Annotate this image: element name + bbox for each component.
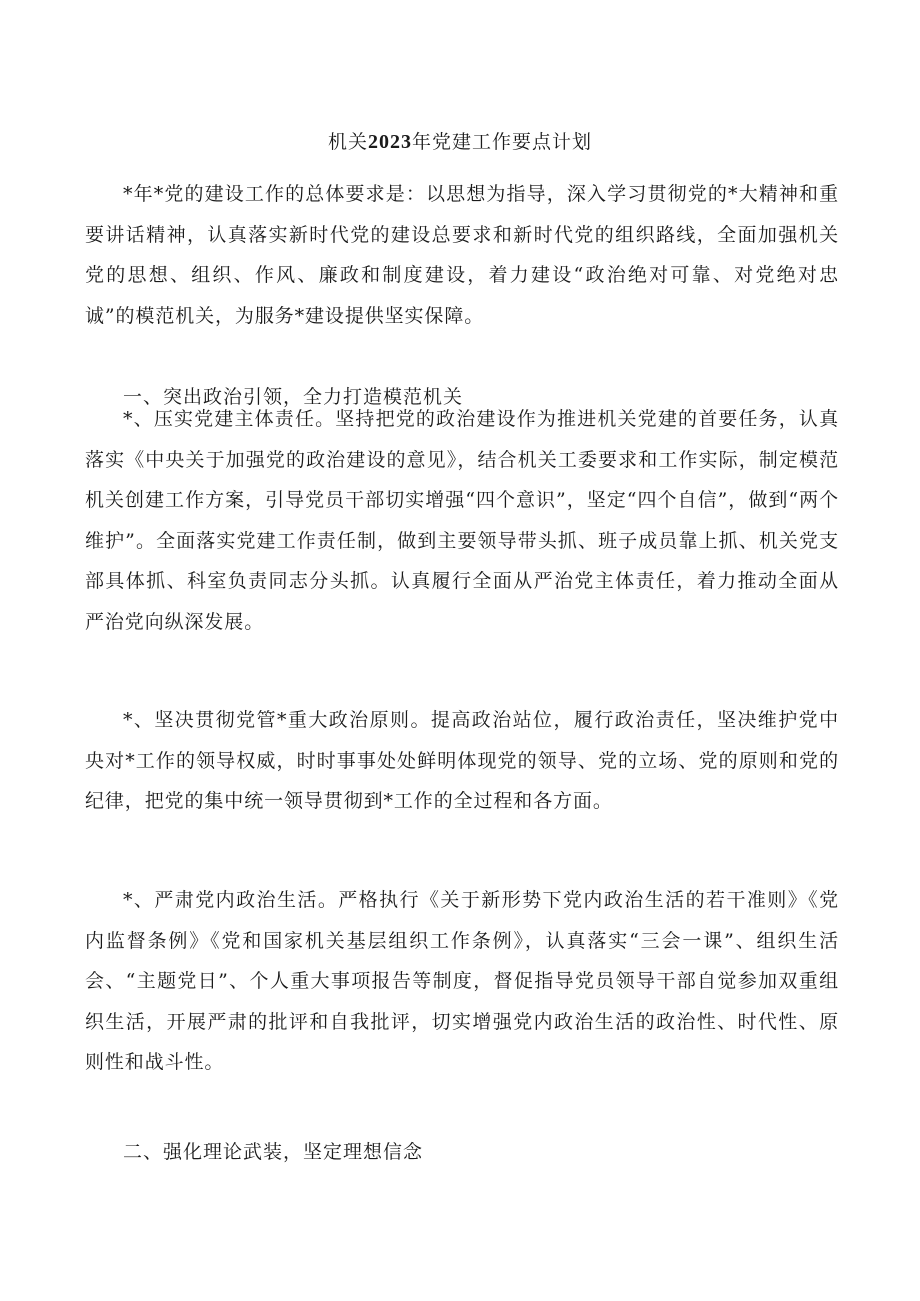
paragraph-2: *、坚决贯彻党管*重大政治原则。提高政治站位，履行政治责任，坚决维护党中央对*工作的领导权威，时时事事处处鲜明体现党的领导、党的立场、党的原则和党的纪律，把党的集中统一领导贯彻到*工作的全过程和各方面。 xyxy=(85,709,839,813)
section-heading-2: 二、强化理论武装，坚定理想信念 xyxy=(123,1141,424,1163)
title-prefix: 机关 xyxy=(327,131,368,153)
section-heading-1: 一、突出政治引领，全力打造模范机关 xyxy=(123,386,464,408)
document-title xyxy=(0,128,920,156)
paragraph-1: *、压实党建主体责任。坚持把党的政治建设作为推进机关党建的首要任务，认真落实《中央关于加强党的政治建设的意见》，结合机关工委要求和工作实际，制定模范机关创建工作方案，引导党员干部切实增强“四个意识”，坚定“四个自信”，做到“两个维护”。全面落实党建工作责任制，做到主要领导带头抓、班子成员靠上抓、机关党支部具体抓、科室负责同志分头抓。认真履行全面从严治党主体责任，着力推动全面从严治党向纵深发展。 xyxy=(85,408,839,633)
paragraph-3: *、严肃党内政治生活。严格执行《关于新形势下党内政治生活的若干准则》《党内监督条例》《党和国家机关基层组织工作条例》，认真落实“三会一课”、组织生活会、“主题党日”、个人重大事项报告等制度，督促指导党员领导干部自觉参加双重组织生活，开展严肃的批评和自我批评，切实增强党内政治生活的政治性、时代性、原则性和战斗性。 xyxy=(85,889,839,1074)
intro-paragraph: *年*党的建设工作的总体要求是：以思想为指导，深入学习贯彻党的*大精神和重要讲话精神，认真落实新时代党的建设总要求和新时代党的组织路线，全面加强机关党的思想、组织、作风、廉政和制度建设，着力建设“政治绝对可靠、对党绝对忠诚”的模范机关，为服务*建设提供坚实保障。 xyxy=(85,183,839,327)
title-suffix: 年党建工作要点计划 xyxy=(412,131,593,153)
title-year: 2023 xyxy=(368,131,412,153)
